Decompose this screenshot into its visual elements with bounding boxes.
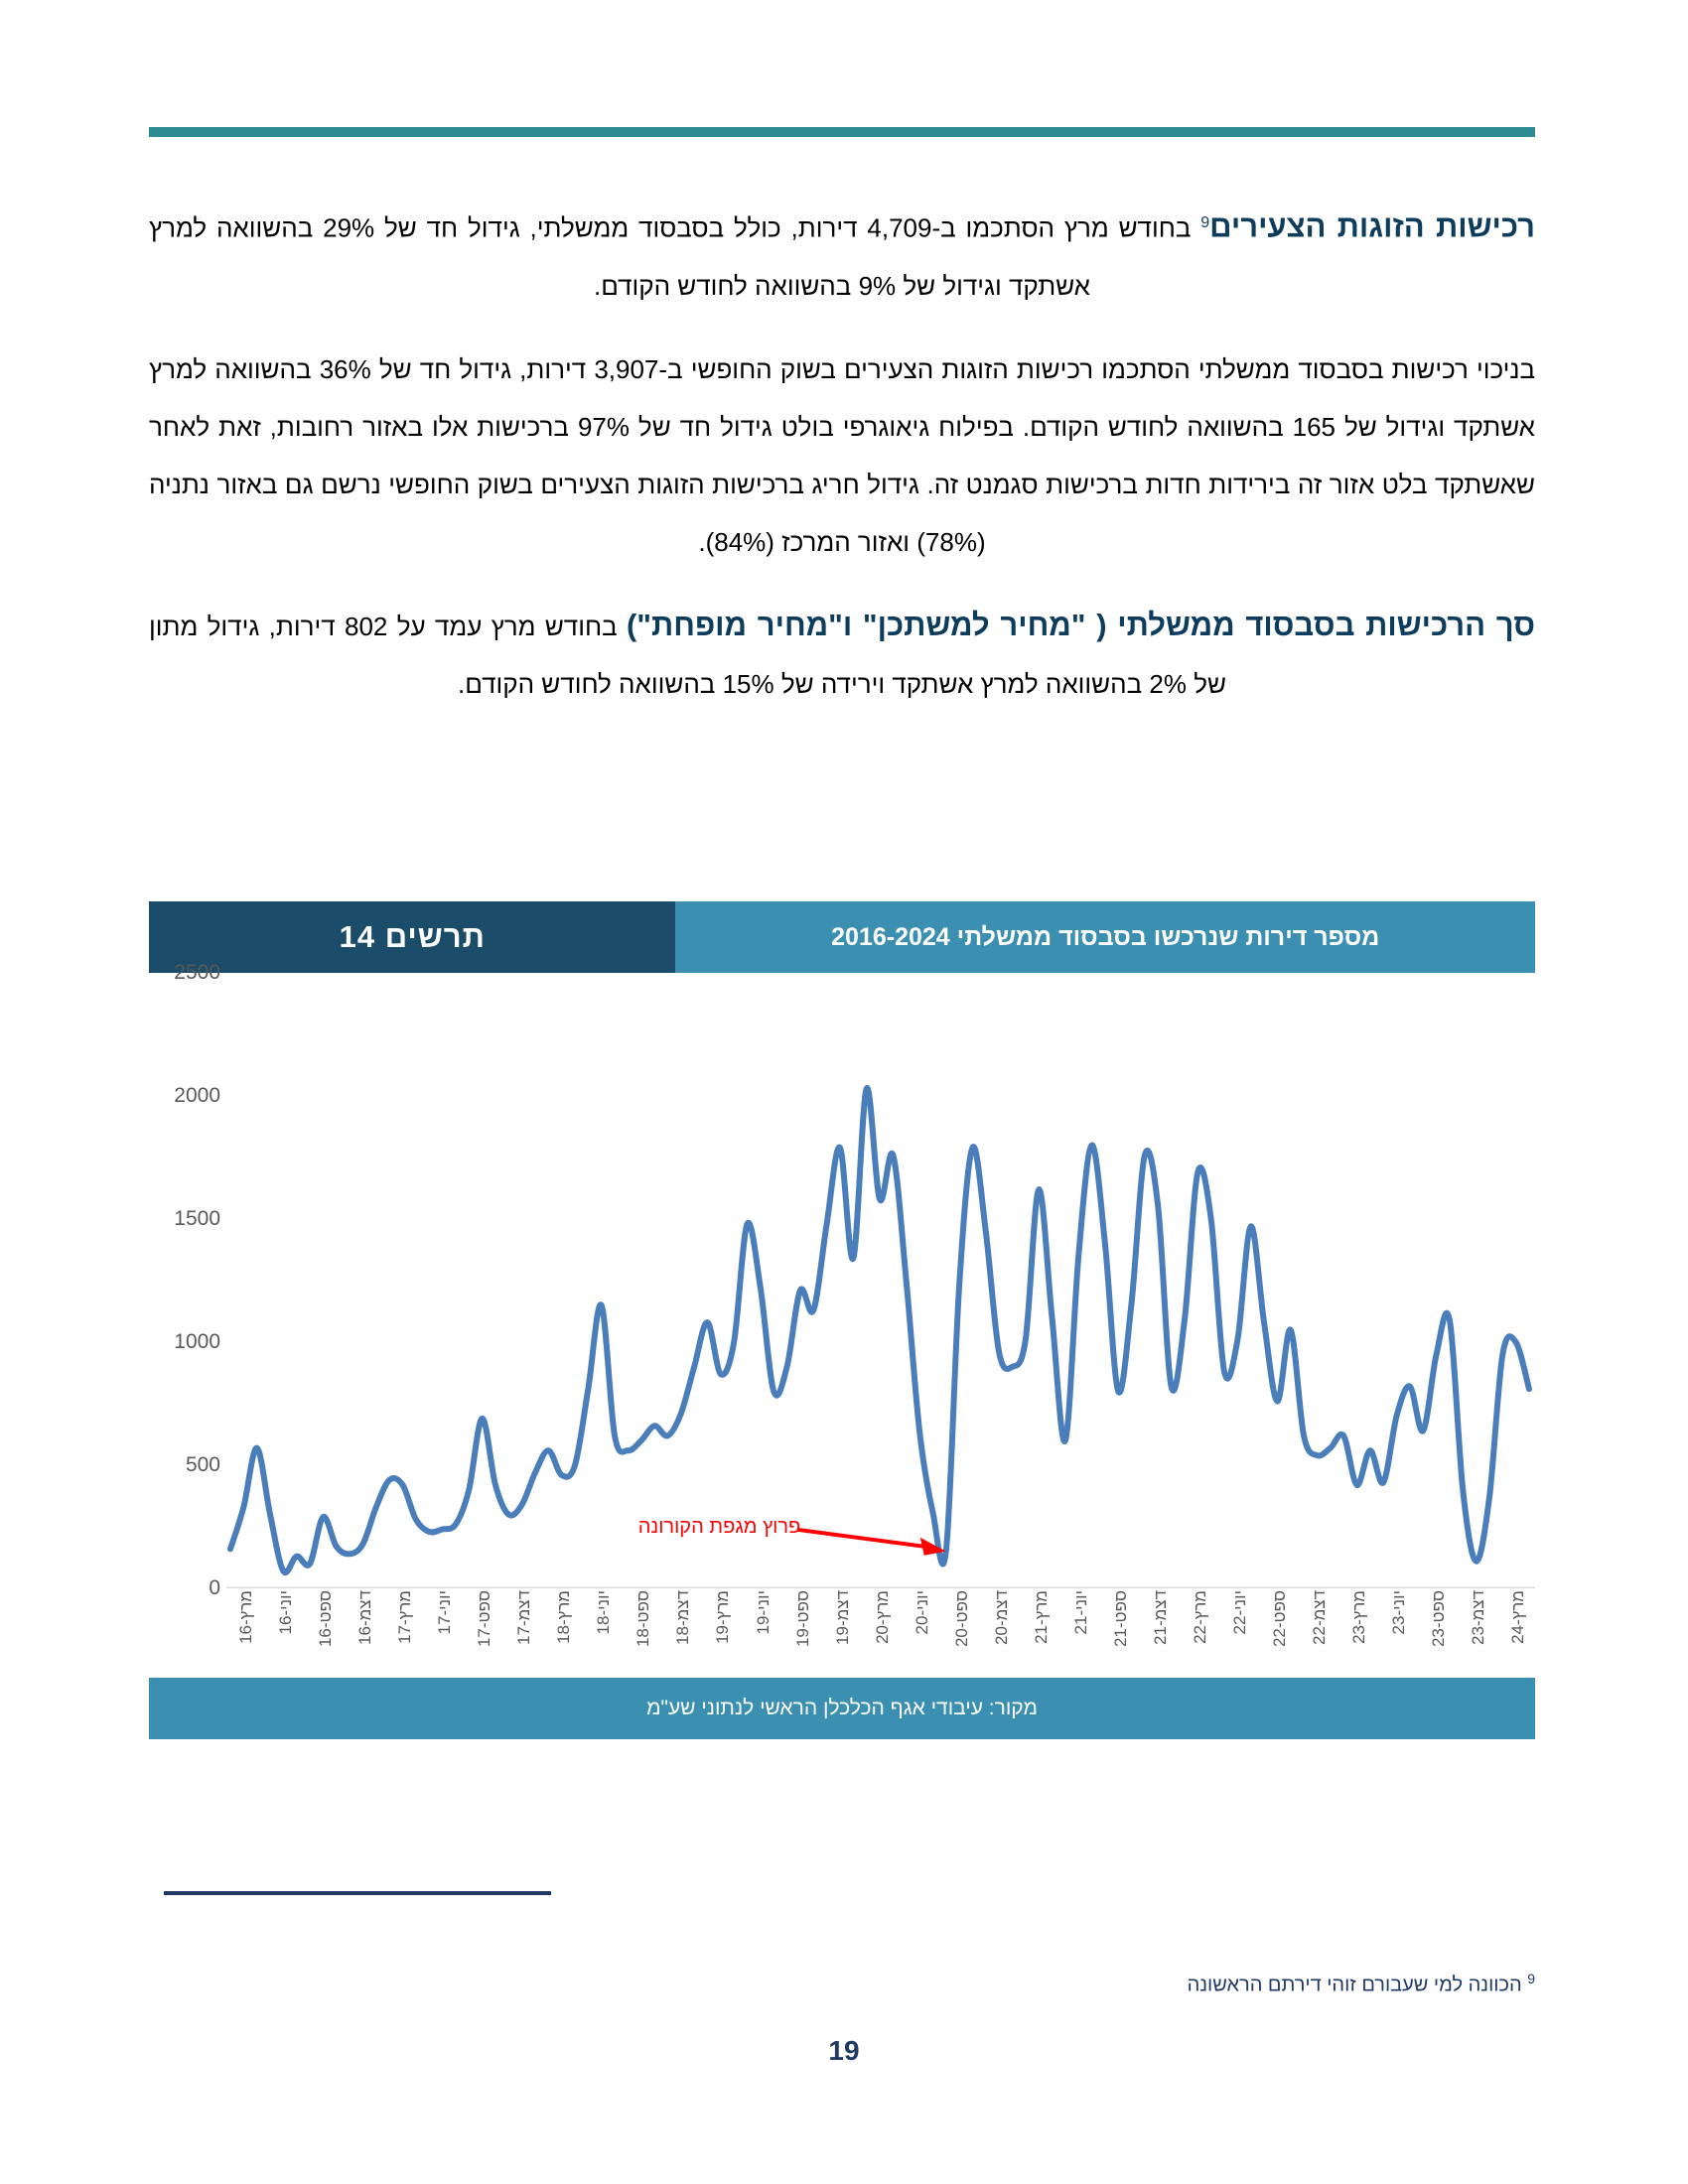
article-body — [149, 195, 1535, 739]
y-tick-label: 2500 — [174, 961, 220, 984]
footnote-marker: 9 — [1200, 214, 1210, 231]
x-tick-label: דצמ-21 — [1150, 1590, 1170, 1645]
x-tick-label: מרץ-23 — [1349, 1590, 1369, 1644]
x-tick-label: ספט-17 — [475, 1590, 494, 1648]
paragraph-young-couples — [149, 195, 1535, 315]
page-number: 19 — [828, 2035, 860, 2066]
figure-source: מקור: עיבודי אגף הכלכלן הראשי לנתוני שע"מ — [149, 1678, 1535, 1739]
x-tick-label: מרץ-19 — [713, 1590, 733, 1644]
x-tick-label: דצמ-17 — [514, 1590, 534, 1645]
x-tick-label: דצמ-19 — [832, 1590, 852, 1645]
chart-canvas — [226, 973, 1535, 1588]
heading-subsidized-total: סך הרכישות בסבסוד ממשלתי ( "מחיר למשתכן" ו"מחיר מופחת") — [626, 607, 1535, 642]
figure-header — [149, 901, 1535, 973]
x-tick-label: מרץ-24 — [1508, 1590, 1528, 1644]
y-axis-labels — [149, 961, 226, 1599]
series-line — [230, 1088, 1529, 1572]
x-tick-label: ספט-21 — [1110, 1590, 1130, 1648]
x-tick-label: מרץ-18 — [554, 1590, 574, 1644]
figure-14 — [149, 901, 1535, 1739]
y-tick-label: 0 — [209, 1576, 220, 1599]
covid-arrow-line — [797, 1530, 932, 1548]
x-tick-label: מרץ-20 — [872, 1590, 892, 1644]
x-tick-label: ספט-22 — [1270, 1590, 1290, 1648]
paragraph-free-market — [149, 341, 1535, 571]
y-tick-label: 500 — [185, 1453, 220, 1476]
x-tick-label: דצמ-16 — [355, 1590, 375, 1645]
x-tick-label: יוני-18 — [594, 1590, 614, 1635]
x-axis-labels — [226, 1590, 1535, 1678]
figure-title: מספר דירות שנרכשו בסבסוד ממשלתי 2016-2024 — [675, 901, 1535, 973]
paragraph-young-couples-text: בחודש מרץ הסתכמו ב-4,709 דירות, כולל בסבסוד ממשלתי, גידול חד של 29% בהשוואה למרץ אשתקד וגידול של 9% בהשוואה לחודש הקודם. — [149, 212, 1201, 301]
paragraph-subsidized-total — [149, 597, 1535, 713]
x-tick-label: ספט-16 — [316, 1590, 336, 1648]
top-rule-divider — [149, 127, 1535, 137]
x-tick-label: ספט-19 — [792, 1590, 812, 1648]
x-tick-label: דצמ-23 — [1469, 1590, 1488, 1645]
footnote-number: 9 — [1527, 1971, 1535, 1986]
chart-plot-area — [149, 961, 1535, 1678]
x-tick-label: יוני-23 — [1389, 1590, 1409, 1635]
covid-annotation-label: פרוץ מגפת הקורונה — [637, 1515, 801, 1538]
x-tick-label: דצמ-20 — [991, 1590, 1011, 1645]
footnote-text: הכוונה למי שעבורם זוהי דירתם הראשונה — [1187, 1974, 1522, 1996]
x-tick-label: יוני-20 — [912, 1590, 931, 1635]
x-tick-label: יוני-19 — [753, 1590, 773, 1635]
y-tick-label: 2000 — [174, 1084, 220, 1107]
x-tick-label: דצמ-22 — [1310, 1590, 1330, 1645]
x-tick-label: יוני-21 — [1070, 1590, 1090, 1635]
x-tick-label: מרץ-16 — [236, 1590, 255, 1644]
x-tick-label: יוני-22 — [1230, 1590, 1250, 1635]
y-tick-label: 1500 — [174, 1207, 220, 1230]
x-tick-label: ספט-20 — [951, 1590, 971, 1648]
x-tick-label: מרץ-17 — [395, 1590, 415, 1644]
footnote-divider — [164, 1891, 551, 1895]
footnote-9 — [149, 1971, 1535, 1997]
x-tick-label: מרץ-21 — [1031, 1590, 1051, 1644]
paragraph-subsidized-total-text: בחודש מרץ עמד על 802 דירות, גידול מתון של 2% בהשוואה למרץ אשתקד וירידה של 15% בהשוואה לחודש הקודם. — [149, 611, 1226, 699]
x-tick-label: יוני-17 — [435, 1590, 455, 1635]
y-tick-label: 1000 — [174, 1330, 220, 1353]
x-tick-label: ספט-23 — [1429, 1590, 1449, 1648]
figure-number: תרשים 14 — [149, 901, 675, 973]
x-tick-label: דצמ-18 — [673, 1590, 693, 1645]
line-chart-svg — [226, 973, 1535, 1588]
heading-young-couples: רכישות הזוגות הצעירים — [1209, 208, 1535, 244]
x-tick-label: ספט-18 — [633, 1590, 653, 1648]
paragraph-free-market-text: בניכוי רכישות בסבסוד ממשלתי הסתכמו רכישות הזוגות הצעירים בשוק החופשי ב-3,907 דירות, גידול חד של 36% בהשוואה למרץ אשתקד וגידול של 165 בהשוואה לחודש הקודם. בפילוח גיאוגרפי בולט גידול חד של 97% ברכישות אלו באזור רחובות, זאת לאחר שאשתקד בלט אזור זה בירידות חדות ברכישות סגמנט זה. גידול חריג ברכישות הזוגות הצעירים בשוק החופשי נרשם גם באזור נתניה (78%) ואזור המרכז (84%). — [149, 353, 1536, 557]
x-tick-label: יוני-16 — [276, 1590, 296, 1635]
x-tick-label: מרץ-22 — [1190, 1590, 1209, 1644]
